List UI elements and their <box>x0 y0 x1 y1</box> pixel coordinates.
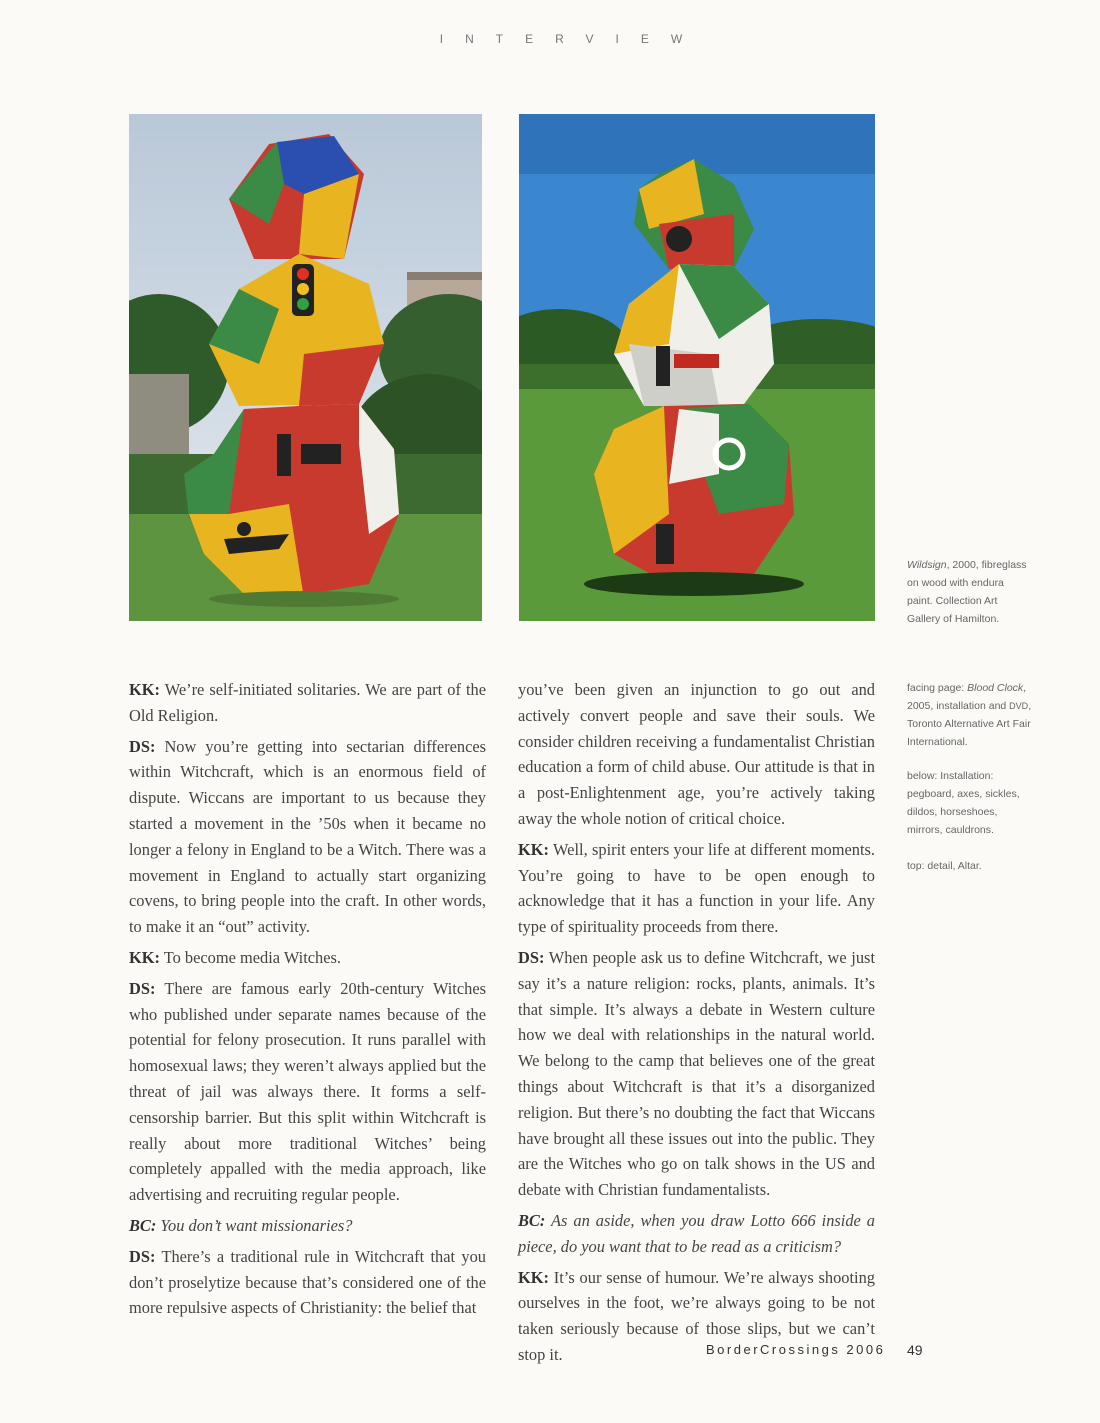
facing-page-note: facing page: Blood Clock, 2005, installation and DVD, Toronto Alternative Art Fair International. <box>907 682 1032 748</box>
photo-caption: Wildsign, 2000, fibreglass on wood with endura paint. Collection Art Gallery of Hamilton. <box>907 559 1027 625</box>
article-column-left <box>129 677 486 1326</box>
paragraph: DS: There’s a traditional rule in Witchcraft that you don’t proselytize because that’s considered one of the more repulsive aspects of Christianity: the belief that <box>129 1246 486 1318</box>
article-column-right <box>518 677 875 1373</box>
below-note: below: Installation: pegboard, axes, sickles, dildos, horseshoes, mirrors, cauldrons. <box>907 770 1020 836</box>
paragraph: KK: It’s our sense of humour. We’re always shooting ourselves in the foot, we’re always going to be not taken seriously because of those slips, but we can’t stop it. <box>518 1267 875 1364</box>
paragraph: DS: Now you’re getting into sectarian differences within Witchcraft, which is an enormous field of dispute. Wiccans are important to us because they started a movement in the ’50s when it became no longer a felony in England to be a Witch. There was a movement in England to actually start organizing covens, to bring people into the craft. In other words, to make it an “out” activity. <box>129 736 486 937</box>
paragraph: KK: To become media Witches. <box>129 947 341 967</box>
page-number: 49 <box>907 1342 923 1358</box>
paragraph: KK: Well, spirit enters your life at different moments. You’re going to have to be open enough to acknowledge that it has a function in your life. Any type of spirituality proceeds from there. <box>518 839 875 937</box>
top-note: top: detail, Altar. <box>907 860 982 872</box>
section-header: INTERVIEW <box>439 32 705 46</box>
paragraph: you’ve been given an injunction to go out and actively convert people and save their souls. We consider children receiving a fundamentalist Christian education a form of child abuse. Our attitude is that in a post-Enlightenment age, you’re actively taking away the whole notion of critical choice. <box>518 680 875 828</box>
paragraph: DS: There are famous early 20th-century Witches who published under separate names because of the potential for felony prosecution. It runs parallel with homosexual laws; they weren’t always applied but the threat of jail was always there. It forms a self-censorship barrier. But this split within Witchcraft is really about more traditional Witches’ being completely appalled with the media approach, like advertising and recruiting regular people. <box>129 978 486 1205</box>
paragraph: KK: We’re self-initiated solitaries. We are part of the Old Religion. <box>129 680 486 725</box>
paragraph: DS: When people ask us to define Witchcraft, we just say it’s a nature religion: rocks, plants, animals. It’s that simple. It’s always a debate in Western culture how we deal with relationships in the natural world. We belong to the camp that believes one of the great things about Witchcraft is that it’s a disorganized religion. But there’s no doubting the fact that Wiccans have brought all these issues out into the public. They are the Witches who go on talk shows in the US and debate with Christian fundamentalists. <box>518 947 876 1200</box>
question-paragraph: BC: You don’t want missionaries? <box>129 1215 353 1235</box>
magazine-footer: BorderCrossings 2006 <box>706 1342 886 1357</box>
sculpture-photo-right <box>519 114 875 621</box>
question-paragraph: BC: As an aside, when you draw Lotto 666 inside a piece, do you want that to be read as a criticism? <box>518 1210 875 1256</box>
sculpture-photo-left <box>129 114 482 621</box>
